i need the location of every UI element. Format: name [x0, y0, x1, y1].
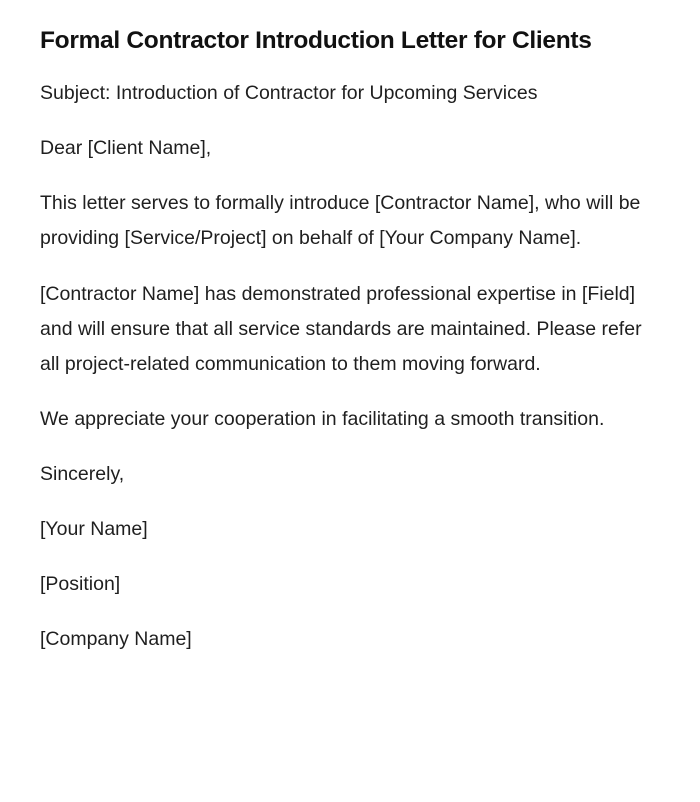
letter-paragraph-appreciation: We appreciate your cooperation in facilitating a smooth transition.: [40, 408, 605, 430]
signature-position: [Position]: [40, 573, 121, 595]
letter-greeting: Dear [Client Name],: [40, 137, 212, 159]
letter-title: Formal Contractor Introduction Letter for Clients: [40, 27, 592, 54]
letter-closing: Sincerely,: [40, 463, 125, 485]
signature-company: [Company Name]: [40, 628, 192, 650]
letter-paragraph-introduction: This letter serves to formally introduce [Contractor Name], who will be providing [Service/Project] on behalf of [Your Company Name].: [40, 192, 641, 249]
letter-subject: Subject: Introduction of Contractor for Upcoming Services: [40, 82, 538, 104]
signature-name: [Your Name]: [40, 518, 148, 540]
letter-paragraph-expertise: [Contractor Name] has demonstrated professional expertise in [Field] and will ensure that all service standards are maintained. Please refer all project-related communication to them moving forward.: [40, 283, 642, 375]
